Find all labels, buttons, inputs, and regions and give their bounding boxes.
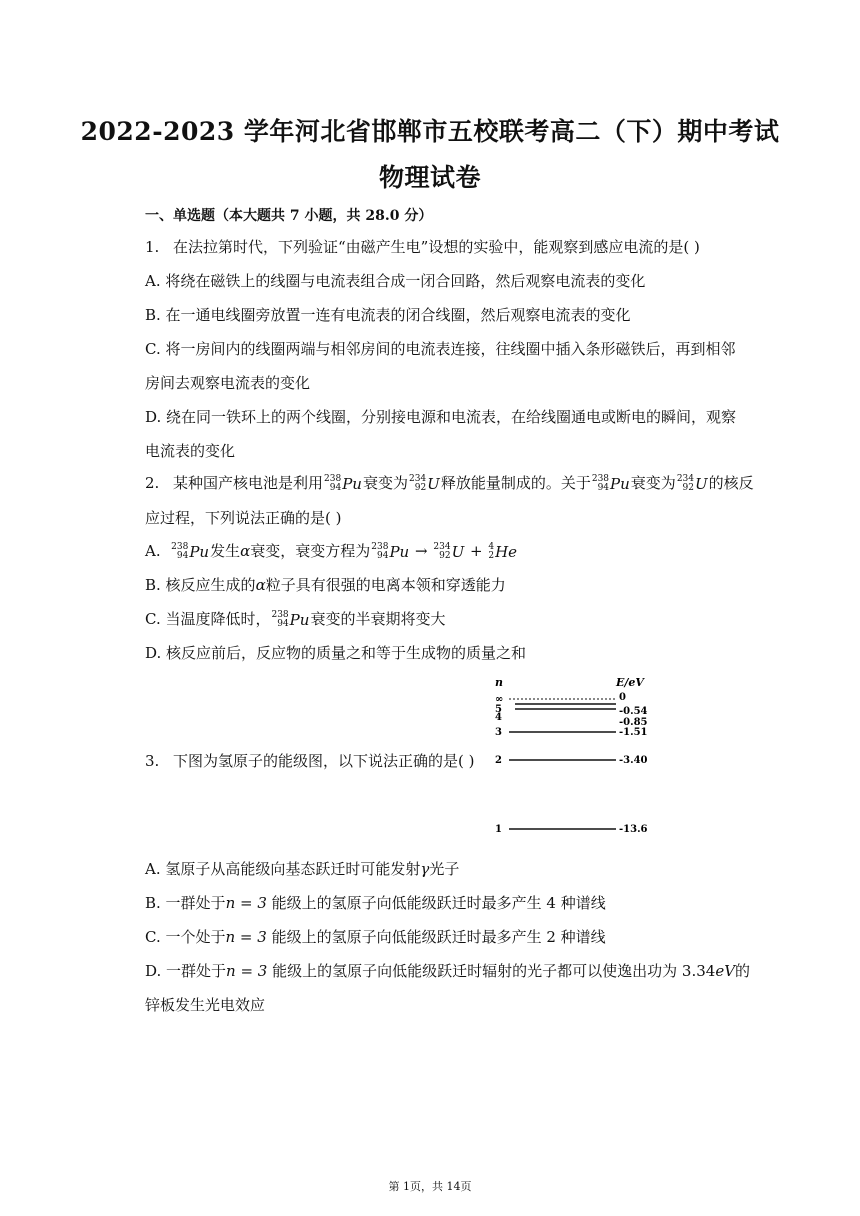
energy-level-diagram <box>485 672 655 842</box>
option-1c: C. 将一房间内的线圈两端与相邻房间的电流表连接，往线圈中插入条形磁铁后，再到相邻 <box>145 340 736 358</box>
level-n-label: ∞ <box>495 694 504 705</box>
question-2-stem: 2. 某种国产核电池是利用 238 94 Pu 衰变为 234 92 U 释放能量制成的。关于 238 94 Pu 衰变为 234 92 U 的核反 <box>145 474 754 493</box>
nuclide-pu: 238 94 Pu <box>171 542 210 561</box>
option-3b: B. 一群处于n = 3 能级上的氢原子向低能级跃迁时最多产生 4 种谱线 <box>145 894 606 912</box>
question-number: 1. <box>145 238 160 256</box>
nuclide-u: 234 92 U <box>433 542 465 561</box>
level-n-label: 5 <box>495 704 502 715</box>
option-2c: C. 当温度降低时， 238 94 Pu 衰变的半衰期将变大 <box>145 610 446 629</box>
section-header: 一、单选题（本大题共 7 小题，共 28.0 分） <box>145 208 433 224</box>
nuclide-u: 234 92 U <box>676 474 708 493</box>
option-1b: B. 在一通电线圈旁放置一连有电流表的闭合线圈，然后观察电流表的变化 <box>145 306 631 324</box>
nuclide-he: 4 2 He <box>488 542 518 561</box>
option-3a: A. 氢原子从高能级向基态跃迁时可能发射γ光子 <box>145 860 460 878</box>
nuclide-pu: 238 94 Pu <box>371 542 410 561</box>
level-energy-label: -13.6 <box>619 824 648 835</box>
question-2-stem-cont: 应过程，下列说法正确的是( ) <box>145 509 342 527</box>
question-number: 2. <box>145 474 160 492</box>
level-energy-label: -3.40 <box>619 755 648 766</box>
question-number: 3. <box>145 752 160 770</box>
page-footer: 第 1页，共 14页 <box>388 1180 472 1193</box>
question-text: 下图为氢原子的能级图，以下说法正确的是( ) <box>173 752 475 770</box>
level-energy-label: 0 <box>619 692 626 703</box>
level-n-label: 2 <box>495 755 502 766</box>
option-1c-cont: 房间去观察电流表的变化 <box>145 374 311 392</box>
option-1d: D. 绕在同一铁环上的两个线圈，分别接电源和电流表，在给线圈通电或断电的瞬间，观察 <box>145 408 737 426</box>
level-n-label: 4 <box>495 712 502 723</box>
question-1-stem <box>145 236 700 257</box>
level-energy-label: -0.85 <box>619 717 648 728</box>
option-2d: D. 核反应前后，反应物的质量之和等于生成物的质量之和 <box>145 644 527 662</box>
level-n-label: 3 <box>495 727 502 738</box>
option-3d: D. 一群处于n = 3 能级上的氢原子向低能级跃迁时辐射的光子都可以使逸出功为 3.34eV的 <box>145 962 751 980</box>
nuclide-pu: 238 94 Pu <box>324 474 362 493</box>
nuclide-u: 234 92 U <box>408 474 440 493</box>
question-text: 在法拉第时代，下列验证“由磁产生电”设想的实验中，能观察到感应电流的是( ) <box>173 238 700 256</box>
option-3d-cont: 锌板发生光电效应 <box>145 996 266 1014</box>
option-1a: A. 将绕在磁铁上的线圈与电流表组合成一闭合回路，然后观察电流表的变化 <box>145 272 646 290</box>
level-energy-label: -0.54 <box>619 706 648 717</box>
option-2a: A. 238 94 Pu 发生α衰变，衰变方程为 238 94 Pu → 234 92 U + 4 2 He <box>145 542 518 561</box>
question-3-stem <box>145 750 474 771</box>
nuclide-pu: 238 94 Pu <box>271 610 310 629</box>
level-energy-label: -1.51 <box>619 727 648 738</box>
option-3c: C. 一个处于n = 3 能级上的氢原子向低能级跃迁时最多产生 2 种谱线 <box>145 928 606 946</box>
page-title: 2022-2023 学年河北省邯郸市五校联考高二（下）期中考试 <box>80 117 780 146</box>
diagram-e-label: E/eV <box>616 676 644 689</box>
nuclide-pu: 238 94 Pu <box>591 474 630 493</box>
option-2b: B. 核反应生成的α粒子具有很强的电离本领和穿透能力 <box>145 576 506 594</box>
option-1d-cont: 电流表的变化 <box>145 442 236 460</box>
level-n-label: 1 <box>495 824 502 835</box>
page-subtitle: 物理试卷 <box>378 163 481 192</box>
diagram-n-label: n <box>495 676 503 689</box>
